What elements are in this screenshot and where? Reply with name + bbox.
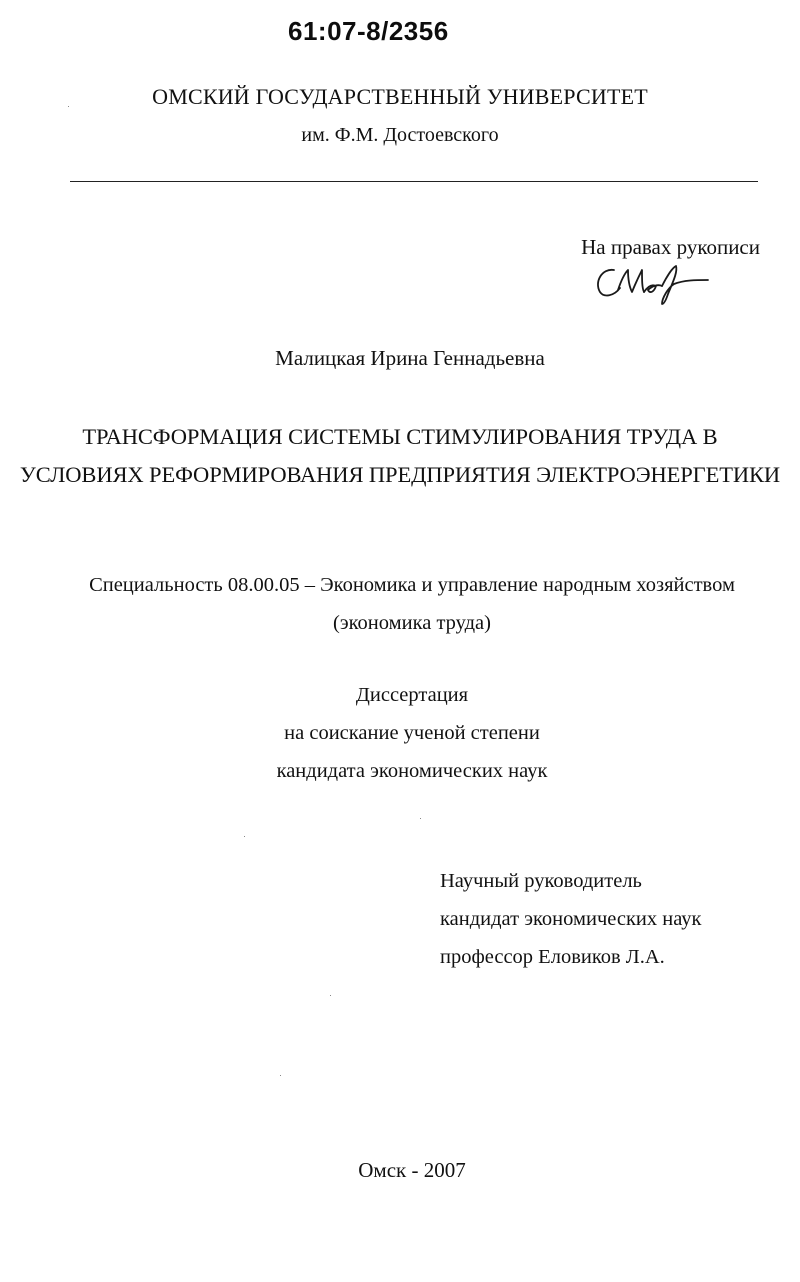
degree-block <box>12 676 800 790</box>
title-line: ТРАНСФОРМАЦИЯ СИСТЕМЫ СТИМУЛИРОВАНИЯ ТРУДА В <box>82 424 718 449</box>
dissertation-title <box>0 418 800 494</box>
header-divider <box>70 181 758 182</box>
university-named-after: им. Ф.М. Достоевского <box>301 124 499 146</box>
degree-line: Диссертация <box>355 684 469 706</box>
specialty-block <box>12 566 800 642</box>
manuscript-rights-note: На правах рукописи <box>581 235 760 259</box>
scan-speck <box>68 106 69 107</box>
city-year: Омск - 2007 <box>358 1158 466 1182</box>
university-name: ОМСКИЙ ГОСУДАРСТВЕННЫЙ УНИВЕРСИТЕТ <box>152 84 648 109</box>
degree-line: на соискание ученой степени <box>284 722 540 744</box>
title-line: УСЛОВИЯХ РЕФОРМИРОВАНИЯ ПРЕДПРИЯТИЯ ЭЛЕКТРОЭНЕРГЕТИКИ <box>19 462 781 487</box>
supervisor-line: Научный руководитель <box>440 870 642 892</box>
handwritten-signature <box>592 258 712 306</box>
archive-code: 61:07-8/2356 <box>288 16 449 46</box>
scan-speck <box>420 818 421 819</box>
scan-speck <box>244 836 245 837</box>
supervisor-block <box>440 862 702 976</box>
supervisor-line: кандидат экономических наук <box>440 908 702 930</box>
author-name: Малицкая Ирина Геннадьевна <box>275 346 545 370</box>
degree-line: кандидата экономических наук <box>276 760 548 782</box>
specialty-line: (экономика труда) <box>333 612 491 634</box>
scan-speck <box>280 1075 281 1076</box>
specialty-line: Специальность 08.00.05 – Экономика и управление народным хозяйством <box>89 574 735 596</box>
supervisor-line: профессор Еловиков Л.А. <box>440 946 665 968</box>
scan-speck <box>330 995 331 996</box>
